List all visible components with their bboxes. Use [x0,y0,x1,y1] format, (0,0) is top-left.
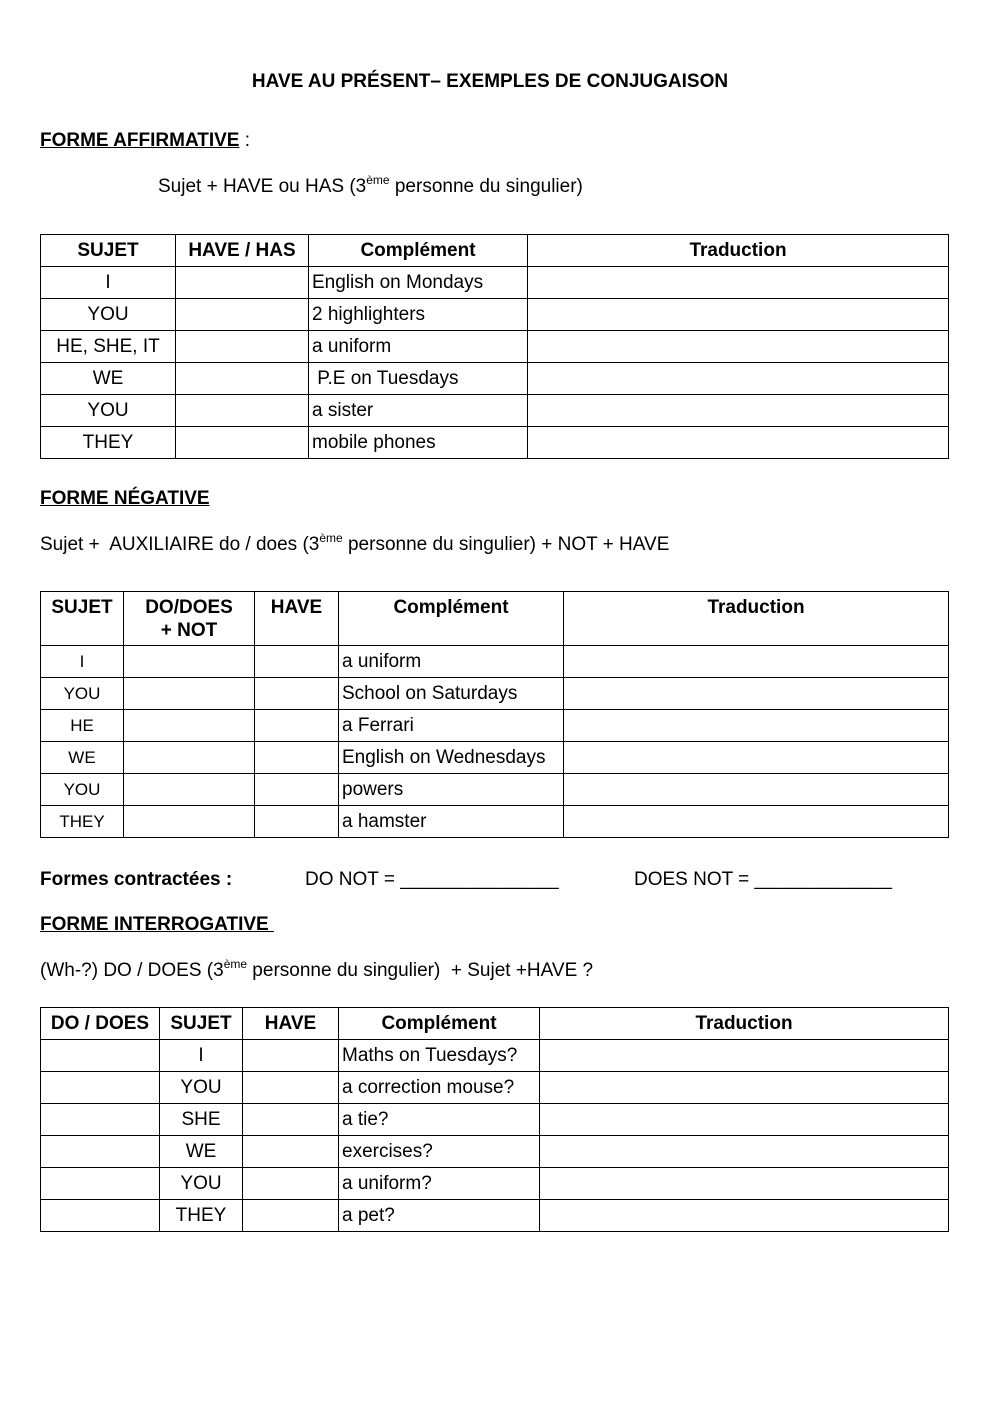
subject-cell: WE [41,363,176,395]
subject-cell: YOU [41,774,124,806]
interrogative-header-row [41,1008,949,1040]
negative-header-row [41,592,949,646]
verb-answer-cell[interactable] [255,646,339,678]
affirmative-heading-suffix: : [239,130,251,151]
affirmative-header-verb: HAVE / HAS [176,235,309,267]
verb-answer-cell[interactable] [243,1168,339,1200]
complement-cell: a uniform? [339,1168,540,1200]
complement-cell: a uniform [339,646,564,678]
subject-cell: I [41,646,124,678]
verb-answer-cell[interactable] [243,1136,339,1168]
interrogative-header-subject: SUJET [160,1008,243,1040]
interrogative-rule-sup: ème [223,957,248,971]
translation-answer-cell[interactable] [540,1104,949,1136]
complement-cell: School on Saturdays [339,678,564,710]
translation-answer-cell[interactable] [564,806,949,838]
complement-cell: a sister [309,395,528,427]
translation-answer-cell[interactable] [564,710,949,742]
verb-answer-cell[interactable] [243,1200,339,1232]
aux-answer-cell[interactable] [41,1200,160,1232]
does-not-blank[interactable]: DOES NOT = _____________ [634,869,892,890]
translation-answer-cell[interactable] [528,427,949,459]
subject-cell: WE [160,1136,243,1168]
translation-answer-cell[interactable] [528,395,949,427]
interrogative-heading-text: FORME INTERROGATIVE [40,914,274,935]
table-row [41,1168,949,1200]
negative-heading [40,488,210,510]
affirmative-header-row [41,235,949,267]
translation-answer-cell[interactable] [528,331,949,363]
table-row [41,267,949,299]
contracted-label: Formes contractées : [40,869,233,890]
verb-answer-cell[interactable] [176,395,309,427]
affirmative-header-subject: SUJET [41,235,176,267]
translation-answer-cell[interactable] [540,1136,949,1168]
translation-answer-cell[interactable] [540,1200,949,1232]
table-row [41,299,949,331]
subject-cell: THEY [160,1200,243,1232]
page-title: HAVE AU PRÉSENT– EXEMPLES DE CONJUGAISON [251,71,729,92]
aux-answer-cell[interactable] [124,646,255,678]
translation-answer-cell[interactable] [528,363,949,395]
verb-answer-cell[interactable] [176,363,309,395]
negative-header-translation: Traduction [564,592,949,646]
subject-cell: YOU [41,299,176,331]
negative-rule-before: Sujet + AUXILIAIRE do / does (3 [40,534,320,555]
negative-rule-after: personne du singulier) + NOT + HAVE [342,534,670,555]
table-row [41,646,949,678]
negative-header-complement: Complément [339,592,564,646]
negative-header-verb: HAVE [255,592,339,646]
complement-cell: a Ferrari [339,710,564,742]
interrogative-rule [40,957,594,982]
affirmative-header-translation: Traduction [528,235,949,267]
complement-cell: powers [339,774,564,806]
translation-answer-cell[interactable] [564,646,949,678]
table-row [41,363,949,395]
complement-cell: a pet? [339,1200,540,1232]
verb-answer-cell[interactable] [255,678,339,710]
interrogative-rule-after: personne du singulier) + Sujet +HAVE ? [247,960,594,981]
table-row [41,395,949,427]
complement-cell: exercises? [339,1136,540,1168]
verb-answer-cell[interactable] [255,806,339,838]
table-row [41,678,949,710]
subject-cell: I [160,1040,243,1072]
translation-answer-cell[interactable] [528,267,949,299]
aux-answer-cell[interactable] [124,774,255,806]
translation-answer-cell[interactable] [540,1072,949,1104]
complement-cell: Maths on Tuesdays? [339,1040,540,1072]
subject-cell: YOU [160,1072,243,1104]
table-row [41,1104,949,1136]
complement-cell: English on Wednesdays [339,742,564,774]
interrogative-table [40,1007,949,1232]
interrogative-header-verb: HAVE [243,1008,339,1040]
translation-answer-cell[interactable] [564,742,949,774]
complement-cell: mobile phones [309,427,528,459]
verb-answer-cell[interactable] [176,331,309,363]
interrogative-header-translation: Traduction [540,1008,949,1040]
subject-cell: HE, SHE, IT [41,331,176,363]
verb-answer-cell[interactable] [176,299,309,331]
complement-cell: a uniform [309,331,528,363]
verb-answer-cell[interactable] [176,427,309,459]
table-row [41,1072,949,1104]
complement-cell: a correction mouse? [339,1072,540,1104]
aux-answer-cell[interactable] [41,1072,160,1104]
negative-table [40,591,949,838]
table-row [41,1136,949,1168]
interrogative-heading [40,914,274,936]
complement-cell: a tie? [339,1104,540,1136]
subject-cell: THEY [41,427,176,459]
complement-cell: English on Mondays [309,267,528,299]
table-row [41,427,949,459]
complement-cell: a hamster [339,806,564,838]
verb-answer-cell[interactable] [243,1072,339,1104]
translation-answer-cell[interactable] [528,299,949,331]
subject-cell: YOU [160,1168,243,1200]
table-row [41,1200,949,1232]
subject-cell: YOU [41,678,124,710]
verb-answer-cell[interactable] [255,710,339,742]
affirmative-rule-after: personne du singulier) [389,176,583,197]
translation-answer-cell[interactable] [540,1040,949,1072]
interrogative-header-complement: Complément [339,1008,540,1040]
affirmative-heading-text: FORME AFFIRMATIVE [40,130,240,151]
complement-cell: P.E on Tuesdays [309,363,528,395]
aux-answer-cell[interactable] [41,1040,160,1072]
table-row [41,774,949,806]
affirmative-table [40,234,949,459]
aux-answer-cell[interactable] [41,1104,160,1136]
affirmative-rule-sup: ème [366,173,390,187]
negative-heading-text: FORME NÉGATIVE [40,488,210,509]
verb-answer-cell[interactable] [255,742,339,774]
table-row [41,806,949,838]
aux-answer-cell[interactable] [124,678,255,710]
subject-cell: HE [41,710,124,742]
table-row [41,1040,949,1072]
aux-answer-cell[interactable] [124,806,255,838]
aux-answer-cell[interactable] [41,1168,160,1200]
verb-answer-cell[interactable] [255,774,339,806]
affirmative-header-complement: Complément [309,235,528,267]
interrogative-header-aux: DO / DOES [41,1008,160,1040]
negative-header-aux: DO/DOES + NOT [124,592,255,646]
do-not-blank[interactable]: DO NOT = _______________ [305,869,559,890]
translation-answer-cell[interactable] [564,774,949,806]
affirmative-rule-before: Sujet + HAVE ou HAS (3 [158,176,367,197]
aux-answer-cell[interactable] [41,1136,160,1168]
table-row [41,742,949,774]
complement-cell: 2 highlighters [309,299,528,331]
translation-answer-cell[interactable] [540,1168,949,1200]
verb-answer-cell[interactable] [243,1040,339,1072]
subject-cell: I [41,267,176,299]
verb-answer-cell[interactable] [176,267,309,299]
negative-rule-sup: ème [319,531,343,545]
negative-header-subject: SUJET [41,592,124,646]
affirmative-heading [40,130,250,152]
subject-cell: WE [41,742,124,774]
interrogative-rule-before: (Wh-?) DO / DOES (3 [40,960,224,981]
table-row [41,710,949,742]
table-row [41,331,949,363]
negative-rule [40,531,670,556]
aux-answer-cell[interactable] [124,710,255,742]
translation-answer-cell[interactable] [564,678,949,710]
subject-cell: THEY [41,806,124,838]
aux-answer-cell[interactable] [124,742,255,774]
verb-answer-cell[interactable] [243,1104,339,1136]
subject-cell: YOU [41,395,176,427]
subject-cell: SHE [160,1104,243,1136]
affirmative-rule [158,173,583,198]
